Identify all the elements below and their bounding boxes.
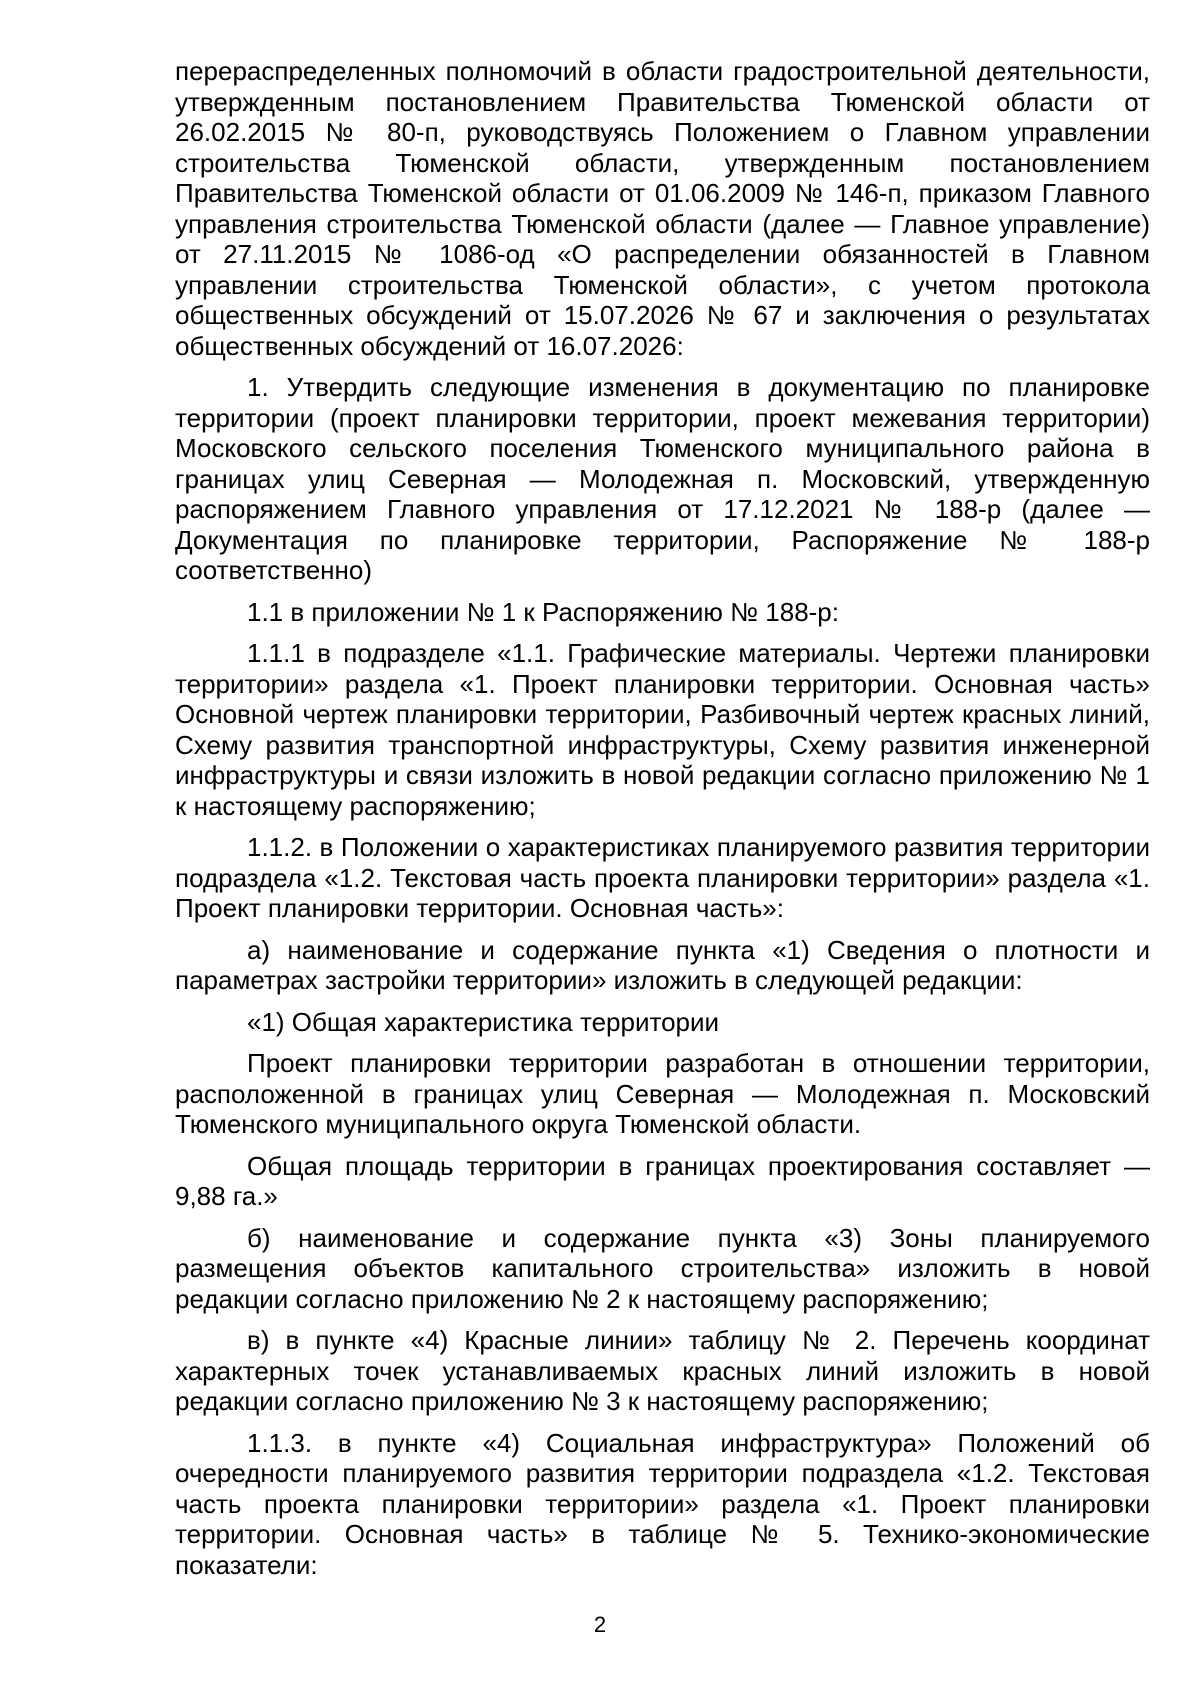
paragraph-quoted-text-1: Проект планировки территории разработан в отношении территории, расположенной в границах улиц Северная — Молодежная п. Московский Тюменского муниципального округа Тюменской области. bbox=[175, 1048, 1150, 1139]
paragraph-quoted-heading: «1) Общая характеристика территории bbox=[247, 1006, 720, 1037]
paragraph-item-1: 1. Утвердить следующие изменения в документацию по планировке территории (проект планировки территории, проект межевания территории) Московского сельского поселения Тюменского муниципального района в границах улиц Северная — Молодежная п. Московский, утвержденную распоряжением Главного управления от 17.12.2021 № 188-р (далее — Документация по планировке территории, Распоряжение № 188-р соответственно) bbox=[175, 372, 1150, 585]
paragraph-subitem-b: б) наименование и содержание пункта «3) Зоны планируемого размещения объектов капитального строительства» изложить в новой редакции согласно приложению № 2 к настоящему распоряжению; bbox=[175, 1222, 1150, 1314]
paragraph-item-1-1-1: 1.1.1 в подразделе «1.1. Графические материалы. Чертежи планировки территории» раздела «1. Проект планировки территории. Основная часть» Основной чертеж планировки территории, Разбивочный чертеж красных линий, Схему развития транспортной инфраструктуры, Схему развития инженерной инфраструктуры и связи изложить в новой редакции согласно приложению № 1 к настоящему распоряжению; bbox=[175, 638, 1150, 821]
paragraph-subitem-v: в) в пункте «4) Красные линии» таблицу № 2. Перечень координат характерных точек устанавливаемых красных линий изложить в новой редакции согласно приложению № 3 к настоящему распоряжению; bbox=[175, 1325, 1150, 1416]
paragraph-quoted-text-2: Общая площадь территории в границах проектирования составляет — 9,88 га.» bbox=[175, 1150, 1150, 1211]
paragraph-item-1-1: 1.1 в приложении № 1 к Распоряжению № 188-р: bbox=[247, 596, 839, 627]
paragraph-item-1-1-3: 1.1.3. в пункте «4) Социальная инфраструктура» Положений об очередности планируемого развития территории подраздела «1.2. Текстовая часть проекта планировки территории» раздела «1. Проект планировки территории. Основная часть» в таблице № 5. Технико-экономические показатели: bbox=[175, 1427, 1150, 1580]
paragraph-subitem-a: а) наименование и содержание пункта «1) Сведения о плотности и параметрах застройки территории» изложить в следующей редакции: bbox=[175, 934, 1150, 995]
paragraph-item-1-1-2: 1.1.2. в Положении о характеристиках планируемого развития территории подраздела «1.2. Текстовая часть проекта планировки территории» раздела «1. Проект планировки территории. Основная часть»: bbox=[175, 832, 1150, 923]
paragraph-continuation: перераспределенных полномочий в области градостроительной деятельности, утвержденным постановлением Правительства Тюменской области от 26.02.2015 № 80-п, руководствуясь Положением о Главном управлении строительства Тюменской области, утвержденным постановлением Правительства Тюменской области от 01.06.2009 № 146-п, приказом Главного управления строительства Тюменской области (далее — Главное управление) от 27.11.2015 № 1086-од «О распределении обязанностей в Главном управлении строительства Тюменской области», с учетом протокола общественных обсуждений от 15.07.2026 № 67 и заключения о результатах общественных обсуждений от 16.07.2026: bbox=[175, 56, 1150, 361]
page-number: 2 bbox=[593, 1612, 607, 1637]
document-page bbox=[175, 56, 1150, 1580]
